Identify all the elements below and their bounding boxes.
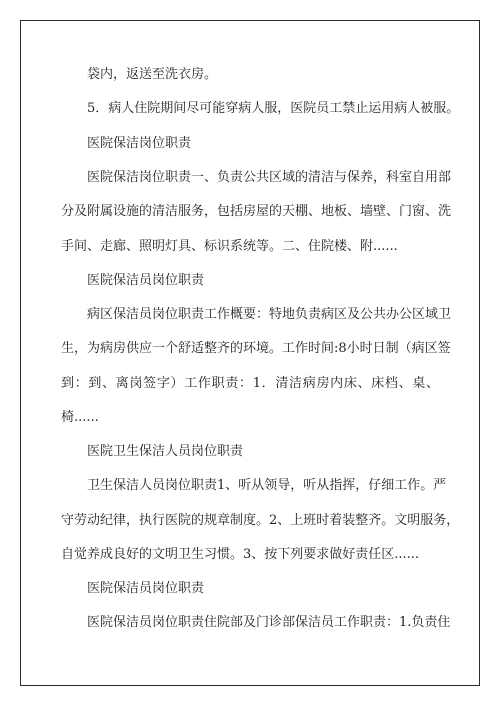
paragraph-line: 分及附属设施的清洁服务，包括房屋的天棚、地板、墙壁、门窗、洗 bbox=[61, 204, 452, 219]
section-heading: 医院卫生保洁人员岗位职责 bbox=[87, 444, 244, 459]
paragraph-line: 自觉养成良好的文明卫生习惯。3、按下列要求做好责任区...... bbox=[61, 547, 420, 562]
section-heading: 医院保洁员岗位职责 bbox=[87, 273, 205, 288]
paragraph-line: 到：到、离岗签字）工作职责：1．清洁病房内床、床档、桌、 bbox=[61, 376, 439, 391]
paragraph-line: 袋内，返送至洗衣房。 bbox=[87, 67, 218, 82]
paragraph-line: 医院保洁员岗位职责住院部及门诊部保洁员工作职责：1.负责住 bbox=[87, 615, 451, 630]
section-heading: 医院保洁员岗位职责 bbox=[87, 581, 205, 596]
paragraph-line: 5．病人住院期间尽可能穿病人服，医院员工禁止运用病人被服。 bbox=[87, 101, 460, 116]
paragraph-line: 医院保洁岗位职责一、负责公共区域的清洁与保养，科室自用部 bbox=[87, 170, 452, 185]
paragraph-line: 守劳动纪律，执行医院的规章制度。2、上班时着装整齐。文明服务， bbox=[61, 513, 460, 528]
paragraph-line: 卫生保洁人员岗位职责1、听从领导，听从指挥，仔细工作。严 bbox=[87, 478, 447, 493]
paragraph-line: 手间、走廊、照明灯具、标识系统等。二、住院楼、附...... bbox=[61, 239, 398, 254]
paragraph-line: 病区保洁员岗位职责工作概要：特地负责病区及公共办公区域卫 bbox=[87, 307, 452, 322]
paragraph-line: 生，为病房供应一个舒适整齐的环境。工作时间:8小时日制（病区签 bbox=[61, 341, 451, 356]
paragraph-line: 椅...... bbox=[61, 410, 99, 425]
section-heading: 医院保洁岗位职责 bbox=[87, 136, 192, 151]
